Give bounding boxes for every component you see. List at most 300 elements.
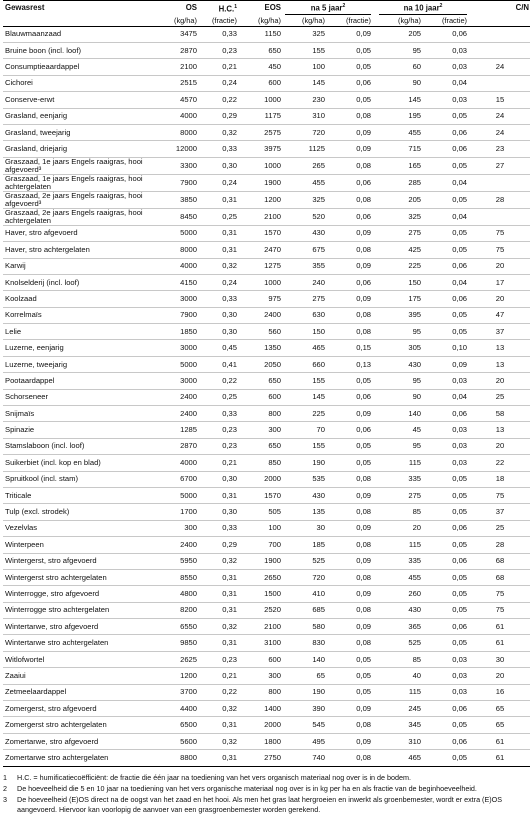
cell-na5-fractie: 0,08 [356,752,372,762]
cell-gewasrest: Karwij [5,261,26,271]
table-row [3,733,530,749]
cell-hc: 0,33 [222,144,237,154]
cell-na10-fractie: 0,03 [452,45,468,55]
table-row [3,42,530,58]
cell-na5-kg: 140 [312,654,325,664]
cell-na10-kg: 395 [408,310,422,320]
cell-na10-fractie: 0,05 [452,228,468,238]
cell-cn: 65 [495,703,505,713]
cell-na10-fractie: 0,05 [452,605,468,615]
cell-gewasrest: Lelie [5,326,22,336]
cell-na10-fractie: 0,09 [452,359,468,369]
cell-na5-kg: 230 [312,94,325,104]
cell-gewasrest: Spruitkool (incl. stam) [5,474,79,484]
footnote [3,784,523,794]
cell-cn: 58 [495,408,505,418]
cell-gewasrest: Zomertarwe, stro afgevoerd [5,736,99,746]
cell-os: 2100 [180,62,197,72]
cell-na10-kg: 465 [408,752,422,762]
cell-na10-kg: 150 [408,277,422,287]
unit-hc: (fractie) [211,15,237,25]
cell-na5-fractie: 0,09 [356,228,372,238]
cell-gewasrest: Cichorei [5,78,33,88]
cell-cn: 24 [495,127,505,137]
table-row [3,291,530,307]
cell-na5-kg: 30 [316,523,325,533]
cell-eos: 560 [268,326,281,336]
cell-na5-kg: 275 [312,293,325,303]
cell-na5-kg: 430 [312,228,325,238]
hc-footnote-ref: 1 [234,3,237,10]
cell-cn [469,26,530,42]
cell-hc: 0,24 [222,177,237,187]
cell-eos: 975 [268,293,281,303]
cell-os: 2400 [180,408,197,418]
footnote-number: 1 [3,772,7,782]
table-row [3,208,530,225]
cell-na5-kg: 65 [316,670,325,680]
cell-os: 2625 [180,654,197,664]
cell-hc: 0,23 [222,441,237,451]
cell-hc: 0,31 [222,720,237,730]
cell-na10-kg: 175 [408,293,422,303]
cell-na10-fractie: 0,05 [452,326,468,336]
cell-gewasrest: Witlofwortel [5,654,45,664]
table-row [3,635,530,651]
table-row [3,406,530,422]
cell-na5-fractie: 0,09 [356,490,372,500]
footnote-text: De hoeveelheid (E)OS direct na de oogst van het zaad en het hooi. Als men het gras laat hergroeien en inwerkt als groenbemester, wordt er extra (E)OS aangevoerd. Hiervoor kan voorlopig de aanvoer van een grasgroenbemester worden gerekend. [17,794,503,814]
table-body [3,26,530,766]
cell-cn: 75 [495,490,505,500]
cell-gewasrest: Graszaad, 2e jaars Engels raaigras, hooi afgevoerd³ [5,191,143,208]
cell-gewasrest: Haver, stro achtergelaten [5,244,90,254]
cell-na10-kg: 115 [408,687,422,697]
cell-na10-fractie: 0,04 [452,177,468,187]
cell-eos: 2050 [264,359,281,369]
cell-na5-fractie: 0,15 [356,343,372,353]
cell-eos: 2470 [264,244,281,254]
cell-na5-kg: 70 [316,425,325,435]
cell-hc: 0,24 [222,277,237,287]
cell-os: 5000 [180,359,197,369]
cell-os: 4000 [180,457,197,467]
cell-eos: 3100 [264,638,281,648]
cell-os: 3850 [180,194,197,204]
cell-na5-kg: 545 [312,720,325,730]
table-row [3,373,530,389]
cell-eos: 1500 [264,589,281,598]
cell-na10-kg: 95 [412,375,422,385]
cell-na10-fractie: 0,06 [452,523,468,533]
cell-na5-fractie: 0,09 [356,29,372,39]
cell-na5-fractie: 0,05 [356,375,372,385]
col-header-gewasrest: Gewasrest [5,3,45,13]
cell-os: 8800 [180,752,197,762]
cell-gewasrest: Zomertarwe stro achtergelaten [5,752,109,762]
cell-eos: 300 [268,670,281,680]
unit-os: (kg/ha) [173,15,197,25]
cell-os: 1200 [180,670,197,680]
cell-na10-fractie: 0,06 [452,127,468,137]
cell-os: 8200 [180,605,197,615]
cell-os: 3475 [180,29,197,39]
cell-na10-fractie: 0,03 [452,670,468,680]
cell-eos: 1900 [264,177,281,187]
cell-na10-kg: 285 [408,177,422,187]
unit-na10-fractie: (fractie) [441,15,468,25]
cell-hc: 0,21 [222,457,237,467]
cell-hc: 0,41 [222,359,237,369]
table-row [3,274,530,290]
table-row [3,504,530,520]
cell-os: 5000 [180,228,197,238]
cell-cn: 23 [495,144,505,154]
table-row [3,340,530,356]
cell-na10-fractie: 0,05 [452,244,468,254]
cell-na5-fractie: 0,08 [356,310,372,320]
cell-na5-kg: 145 [312,392,325,402]
cell-gewasrest: Schorseneer [5,392,49,402]
cell-na10-fractie: 0,05 [452,474,468,484]
cell-na10-fractie: 0,04 [452,392,468,402]
cell-hc: 0,31 [222,228,237,238]
cell-na5-kg: 100 [312,62,325,72]
cell-na5-kg: 155 [312,441,325,451]
cell-eos: 1800 [264,736,281,746]
cell-os: 3000 [180,293,197,303]
cell-hc: 0,25 [222,211,237,221]
cell-gewasrest: Winterpeen [5,539,44,549]
cell-os: 5000 [180,490,197,500]
cell-eos: 800 [268,687,281,697]
cell-hc: 0,31 [222,490,237,500]
table-row [3,242,530,258]
cell-os: 7900 [180,310,197,320]
cell-na5-fractie: 0,09 [356,293,372,303]
cell-hc: 0,25 [222,392,237,402]
cell-os: 6550 [180,621,197,631]
footnote-text: H.C. = humificatiecoëfficiënt: de fractie die één jaar na toediening van het vers organisch materiaal nog over is in de bodem. [17,772,412,782]
cell-hc: 0,31 [222,572,237,582]
cell-eos: 1900 [264,556,281,566]
cell-na10-fractie: 0,05 [452,638,468,648]
cell-na5-fractie: 0,09 [356,556,372,566]
table-row [3,569,530,585]
cell-eos: 1570 [264,228,281,238]
footnote [3,795,523,815]
cell-na10-kg: 205 [408,194,422,204]
cell-cn: 75 [495,244,505,254]
cell-hc: 0,31 [222,589,237,598]
header-row [3,1,530,15]
cell-na10-fractie: 0,05 [452,752,468,762]
cell-cn: 61 [495,638,505,648]
cell-na5-fractie: 0,05 [356,441,372,451]
cell-eos: 650 [268,45,281,55]
cell-na10-kg: 225 [408,261,422,271]
cell-gewasrest: Luzerne, eenjarig [5,343,64,353]
cell-na5-fractie: 0,08 [356,474,372,484]
cell-eos: 650 [268,441,281,451]
cell-na5-kg: 525 [312,556,325,566]
cell-eos: 1000 [264,94,281,104]
cell-eos: 1400 [264,703,281,713]
cell-na10-kg: 115 [408,539,422,549]
cell-na10-fractie: 0,03 [452,375,468,385]
cell-na5-kg: 135 [312,507,325,517]
cell-na5-kg: 155 [312,375,325,385]
cell-na10-fractie: 0,05 [452,111,468,121]
cell-na5-fractie: 0,06 [356,392,372,402]
cell-cn: 61 [495,752,505,762]
cell-na5-kg: 410 [312,589,325,598]
cell-eos: 1570 [264,490,281,500]
na5-label: na 5 jaar [310,3,343,13]
cell-cn: 68 [495,572,505,582]
table-row [3,586,530,602]
cell-na5-kg: 660 [312,359,325,369]
cell-na5-fractie: 0,08 [356,638,372,648]
cell-eos: 1175 [264,111,281,121]
cell-na10-kg: 95 [412,441,422,451]
cell-na5-fractie: 0,13 [356,359,372,369]
cell-gewasrest: Grasland, driejarig [5,144,68,154]
col-header-hc [199,1,239,15]
table-row [3,717,530,733]
cell-os: 4000 [180,261,197,271]
cell-cn: 61 [495,621,505,631]
na5-footnote-ref: 2 [342,3,346,9]
cell-gewasrest: Spinazie [5,425,35,435]
cell-hc: 0,23 [222,425,237,435]
table-row [3,174,530,191]
cell-hc: 0,23 [222,45,237,55]
cell-os: 4000 [180,111,197,121]
cell-cn: 75 [495,605,505,615]
cell-os: 6700 [180,474,197,484]
cell-hc: 0,31 [222,638,237,648]
cell-na10-kg: 145 [408,94,422,104]
cell-na10-kg: 40 [412,670,422,680]
cell-cn: 37 [495,507,505,517]
cell-hc: 0,22 [222,94,237,104]
unit-na5-fractie: (fractie) [345,15,372,25]
cell-eos: 2000 [264,720,281,730]
cell-na10-fractie: 0,06 [452,144,468,154]
cell-cn [469,174,530,191]
unit-eos: (kg/ha) [257,15,281,25]
cell-na5-kg: 630 [312,310,325,320]
cell-gewasrest: Zaaiui [5,670,26,680]
cell-hc: 0,30 [222,160,237,170]
cell-cn: 15 [495,94,505,104]
cell-eos: 600 [268,392,281,402]
cell-na5-kg: 430 [312,490,325,500]
table-row [3,389,530,405]
cell-gewasrest: Wintertarwe, stro afgevoerd [5,621,99,631]
cell-eos: 2650 [264,572,281,582]
cell-na5-kg: 185 [312,539,325,549]
cell-eos: 650 [268,375,281,385]
col-header-os: OS [185,3,197,13]
cell-gewasrest: Wintergerst stro achtergelaten [5,572,107,582]
cell-na5-fractie: 0,08 [356,720,372,730]
cell-os: 3300 [180,160,197,170]
cell-hc: 0,29 [222,539,237,549]
cell-gewasrest: Graszaad, 2e jaars Engels raaigras, hooi achtergelaten [5,208,143,225]
cell-na5-fractie: 0,08 [356,572,372,582]
cell-na5-kg: 190 [312,687,325,697]
cell-na5-fractie: 0,05 [356,670,372,680]
cell-eos: 1000 [264,160,281,170]
cell-cn [469,75,530,91]
cell-na5-fractie: 0,08 [356,326,372,336]
cell-eos: 700 [268,539,281,549]
cell-eos: 800 [268,408,281,418]
cell-hc: 0,21 [222,62,237,72]
cell-na10-kg: 195 [408,111,422,121]
cell-na10-kg: 140 [408,408,422,418]
cell-na5-fractie: 0,08 [356,160,372,170]
cell-na5-kg: 495 [312,736,325,746]
cell-os: 2870 [180,45,197,55]
cell-na10-fractie: 0,05 [452,194,468,204]
cell-na5-kg: 535 [312,474,325,484]
cell-na10-fractie: 0,06 [452,736,468,746]
cell-na5-fractie: 0,05 [356,94,372,104]
cell-gewasrest: Triticale [5,490,32,500]
cell-na10-kg: 525 [408,638,422,648]
cell-na10-fractie: 0,04 [452,78,468,88]
cell-na5-fractie: 0,05 [356,687,372,697]
table-row [3,59,530,75]
cell-os: 4570 [180,94,197,104]
cell-hc: 0,22 [222,687,237,697]
table-row [3,750,530,766]
cell-cn: 75 [495,589,505,598]
cell-na5-kg: 145 [312,78,325,88]
cell-cn: 27 [495,160,505,170]
cell-hc: 0,31 [222,752,237,762]
cell-eos: 100 [268,523,281,533]
table-row [3,324,530,340]
cell-hc: 0,30 [222,326,237,336]
cell-na10-fractie: 0,03 [452,94,468,104]
col-header-na10 [377,1,469,15]
cell-gewasrest: Grasland, tweejarig [5,127,71,137]
cell-gewasrest: Zetmeelaardappel [5,687,67,697]
cell-na10-fractie: 0,04 [452,211,468,221]
cell-gewasrest: Graszaad, 1e jaars Engels raaigras, hooi achtergelaten [5,174,143,191]
table-row [3,651,530,667]
cell-na5-kg: 720 [312,572,325,582]
cell-na5-kg: 190 [312,457,325,467]
cell-hc: 0,33 [222,523,237,533]
cell-hc: 0,32 [222,127,237,137]
cell-gewasrest: Tulp (excl. strodek) [5,507,70,517]
cell-na5-fractie: 0,09 [356,523,372,533]
cell-na5-fractie: 0,05 [356,654,372,664]
cell-cn: 28 [495,194,505,204]
cell-eos: 600 [268,654,281,664]
cell-na10-fractie: 0,06 [452,408,468,418]
cell-os: 1850 [180,326,197,336]
cell-na10-kg: 205 [408,29,422,39]
cell-cn: 25 [495,392,505,402]
cell-gewasrest: Zomergerst, stro afgevoerd [5,703,97,713]
cell-na10-kg: 245 [408,703,422,713]
table-row [3,157,530,174]
cell-na10-kg: 85 [412,507,422,517]
cell-na5-fractie: 0,09 [356,144,372,154]
cell-na5-kg: 675 [312,244,325,254]
cell-os: 12000 [175,144,197,154]
cell-na5-fractie: 0,06 [356,177,372,187]
cell-os: 2400 [180,539,197,549]
table-row [3,619,530,635]
cell-na10-kg: 90 [412,392,422,402]
cell-hc: 0,30 [222,310,237,320]
cell-na10-fractie: 0,03 [452,62,468,72]
cell-hc: 0,30 [222,474,237,484]
cell-eos: 1200 [264,194,281,204]
cell-gewasrest: Grasland, eenjarig [5,111,68,121]
cell-na10-fractie: 0,04 [452,277,468,287]
cell-hc: 0,21 [222,670,237,680]
cell-cn: 18 [495,474,505,484]
cell-hc: 0,31 [222,194,237,204]
cell-gewasrest: Snijmaïs [5,408,35,418]
unit-row [3,15,530,27]
cell-cn [469,208,530,225]
table-row [3,668,530,684]
cell-cn: 24 [495,111,505,121]
cell-na10-kg: 165 [408,160,422,170]
table-row [3,455,530,471]
cell-na10-kg: 20 [412,523,422,533]
cell-eos: 600 [268,78,281,88]
cell-na10-fractie: 0,03 [452,687,468,697]
cell-na5-fractie: 0,09 [356,621,372,631]
footnote-text: De hoeveelheid die 5 en 10 jaar na toediening van het vers organische materiaal nog over is in kg per ha en als fractie van de beginhoeveelheid. [17,783,477,793]
table-row [3,701,530,717]
footnote-number: 2 [3,783,7,793]
col-header-cn: C/N [515,3,530,13]
cell-cn: 20 [495,375,505,385]
cell-na10-fractie: 0,03 [452,457,468,467]
cell-os: 1285 [180,425,197,435]
cell-na10-fractie: 0,06 [452,621,468,631]
cell-na10-fractie: 0,05 [452,160,468,170]
cell-hc: 0,33 [222,29,237,39]
cell-na10-kg: 95 [412,45,422,55]
cell-os: 8450 [180,211,197,221]
cell-na5-fractie: 0,08 [356,539,372,549]
cell-na5-kg: 310 [312,111,325,121]
cell-na10-fractie: 0,05 [452,720,468,730]
cell-na10-fractie: 0,03 [452,425,468,435]
table-row [3,520,530,536]
table-row [3,307,530,323]
cell-na10-kg: 90 [412,78,422,88]
cell-na5-kg: 740 [312,752,325,762]
cell-na10-kg: 115 [408,457,422,467]
table-row [3,487,530,503]
na10-footnote-ref: 2 [439,3,443,9]
cell-gewasrest: Korrelmaïs [5,310,42,320]
cell-gewasrest: Suikerbiet (incl. kop en blad) [5,457,101,467]
